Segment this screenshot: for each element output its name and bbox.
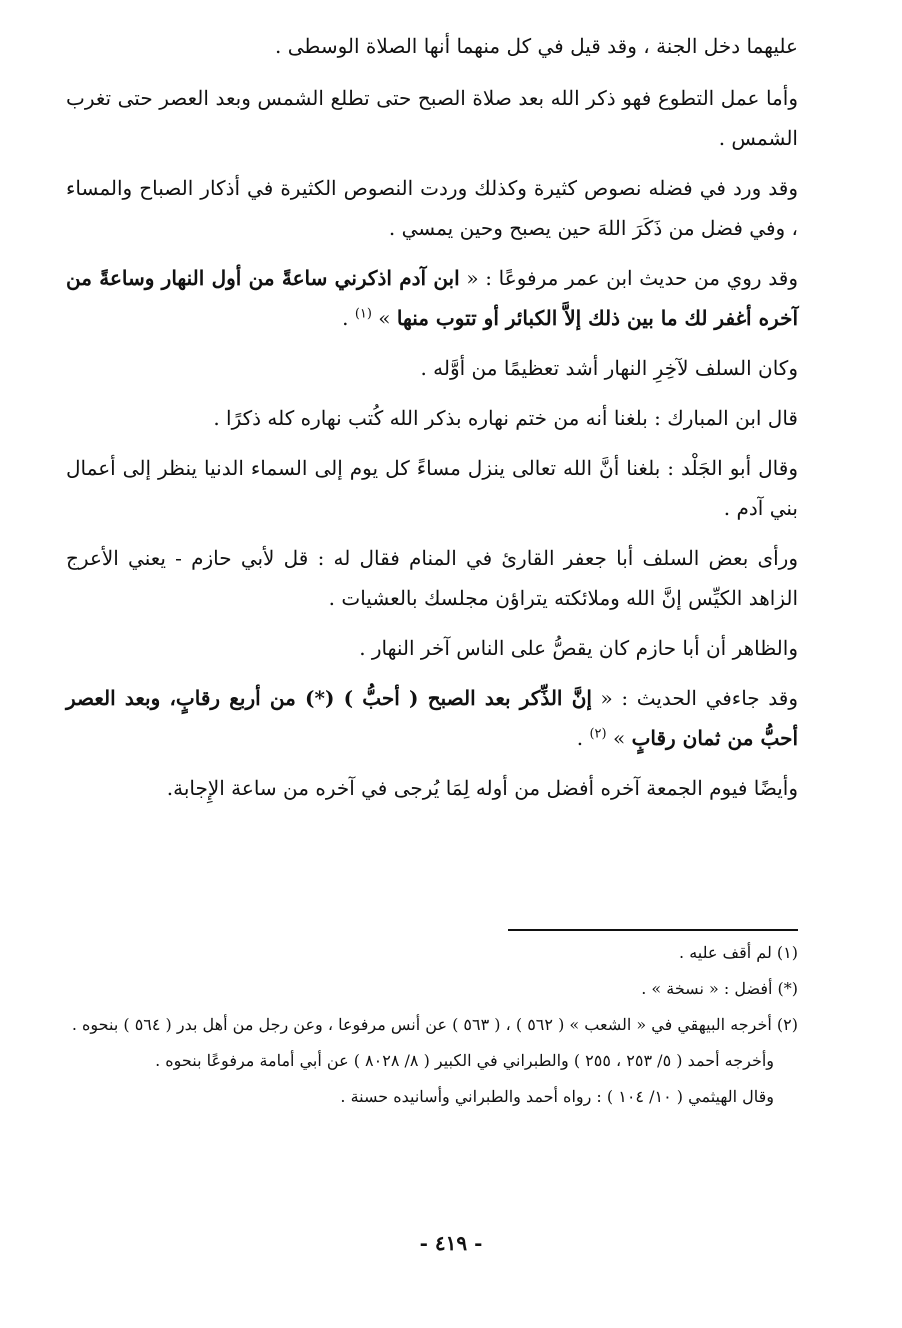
- hadith-paragraph: [66, 258, 798, 338]
- footnote-ref: (٢): [589, 726, 607, 742]
- paragraph-end: .: [342, 306, 355, 330]
- paragraph-intro: وقد جاءفي الحديث : «: [591, 686, 798, 710]
- footnote: (٢) أخرجه البيهقي في « الشعب » ( ٥٦٢ ) ، ( ٥٦٣ ) عن أنس مرفوعا ، وعن رجل من أهل بدر ( ٥٦٤ ) بنحوه .: [71, 1015, 798, 1034]
- page-number: - ٤١٩ -: [419, 1231, 483, 1255]
- paragraph: وأما عمل التطوع فهو ذكر الله بعد صلاة الصبح حتى تطلع الشمس وبعد العصر حتى تغرب الشمس .: [66, 86, 798, 150]
- hadith-text: ابن آدم اذكرني ساعةً من أول النهار وساعةً من آخره أغفر لك ما بين ذلك إلاَّ الكبائر أو تتوب منها: [66, 266, 798, 330]
- footnote: (١) لم أقف عليه .: [679, 943, 798, 962]
- paragraph-intro: وقد روي من حديث ابن عمر مرفوعًا : «: [459, 266, 798, 290]
- paragraph-end: .: [576, 726, 590, 750]
- paragraph: وقد ورد في فضله نصوص كثيرة وكذلك وردت النصوص الكثيرة في أذكار الصباح والمساء ، وفي فضل من ذَكَرَ اللهَ حين يصبح وحين يمسي .: [66, 176, 798, 240]
- paragraph: وقال أبو الجَلْد : بلغنا أنَّ الله تعالى ينزل مساءً كل يوم إلى السماء الدنيا ينظر إلى أعمال بني آدم .: [66, 456, 798, 520]
- footnote: (*) أفضل : « نسخة » .: [641, 979, 798, 998]
- footnote-ref: (١): [354, 306, 372, 322]
- footnote-divider: [508, 929, 798, 931]
- paragraph: قال ابن المبارك : بلغنا أنه من ختم نهاره بذكر الله كُتب نهاره كله ذكرًا .: [213, 406, 798, 430]
- main-text: [66, 26, 798, 818]
- hadith-text: إنَّ الذِّكر بعد الصبح ( أحبُّ ) (*) من أربع رقابٍ، وبعد العصر أحبُّ من ثمان رقابٍ: [66, 686, 798, 750]
- footnote: وقال الهيثمي ( ١٠/ ١٠٤ ) : رواه أحمد والطبراني وأسانيده حسنة .: [340, 1087, 774, 1106]
- paragraph: ورأى بعض السلف أبا جعفر القارئ في المنام فقال له : قل لأبي حازم - يعني الأعرج الزاهد الكيِّس إنَّ الله وملائكته يتراؤن مجلسك بالعشيات .: [66, 546, 798, 610]
- hadith-paragraph: [66, 678, 798, 758]
- footnotes: [66, 938, 798, 1118]
- paragraph: وكان السلف لآخِرِ النهار أشد تعظيمًا من أوَّله .: [420, 356, 798, 380]
- quote-close: »: [371, 306, 397, 330]
- paragraph: وأيضًا فيوم الجمعة آخره أفضل من أوله لِمَا يُرجى في آخره من ساعة الإِجابة.: [166, 776, 798, 800]
- paragraph: عليهما دخل الجنة ، وقد قيل في كل منهما أنها الصلاة الوسطى .: [275, 34, 798, 58]
- footnote: وأخرجه أحمد ( ٥/ ٢٥٣ ، ٢٥٥ ) والطبراني في الكبير ( ٨/ ٨٠٢٨ ) عن أبي أمامة مرفوعًا بنحوه .: [155, 1051, 774, 1070]
- quote-close: »: [606, 726, 632, 750]
- paragraph: والظاهر أن أبا حازم كان يقصُّ على الناس آخر النهار .: [359, 636, 798, 660]
